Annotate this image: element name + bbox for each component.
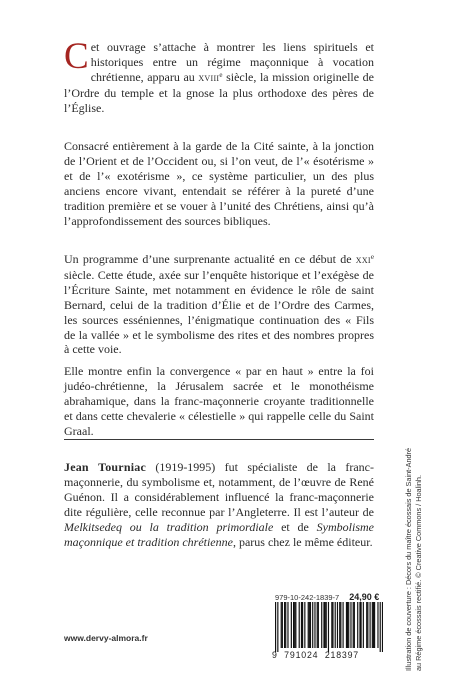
drop-cap: C [64,36,89,77]
fourth-paragraph: Elle montre enfin la convergence « par en haut » entre la foi judéo-chrétienne, la Jérusalem sacrée et le monothéisme abrahamique, dans la franc-maçonnerie croyante traditionnelle et dans cette chevalerie « célestielle » qui rappelle celle du Saint Graal. [64,364,374,438]
cover-credit-line-1: Illustration de couverture : Décors du maître écossais de Saint-André [404,447,413,671]
author-name: Jean Tourniac [64,460,146,474]
publisher-website: www.dervy-almora.fr [64,633,148,643]
barcode-number: 9 791024 218397 [272,650,359,660]
bio-text-c: , parus chez le même éditeur. [232,534,373,549]
intro-text-a: et ouvrage s’attache à montrer les liens spirituels et historiques entre un régime maçonnique à vocation chrétienne, apparu au [90,40,374,84]
section-divider [64,439,374,440]
third-paragraph [64,252,374,357]
intro-text-b: siècle, la mission originelle de l’Ordre du temple et la gnose la plus orthodoxe des pères de l’Église. [64,69,374,115]
century-superscript: e [219,70,223,79]
bio-text-b: et de [273,519,317,534]
century-numeral: xxi [355,254,371,266]
cover-credit-line-2: au Régime écossais rectifié. © Creative Commons / Hoalinh. [413,475,423,671]
bio-text-a: (1919-1995) fut spécialiste de la franc-maçonnerie, du symbolisme et, notamment, de l’œuvre de René Guénon. Il a considérablement influencé la franc-maçonnerie dite régulière, celle reconnue par l’Angleterre. Il est l’auteur de [64,460,374,519]
isbn: 979-10-242-1839-7 [275,593,340,602]
book-title-2: Symbolisme maçonnique et tradition chrétienne [64,519,374,549]
third-text-a: Un programme d’une surprenante actualité en ce début de [64,252,356,266]
price: 24,90 € [349,592,380,602]
isbn-price-line [275,592,390,602]
third-text-b: siècle. Cette étude, axée sur l’enquête historique et l’exégèse de l’Écriture Sainte, met notamment en évidence le rôle de saint Bernard, celui de la tradition d’Élie et de l’Ordre des Carmes, les sources esséniennes, l’énigmatique continuation des « Fils de la vallée » et le symbolisme des rites et des nombres propres à cette voie. [64,267,374,357]
century-superscript: e [370,253,374,261]
second-paragraph: Consacré entièrement à la garde de la Cité sainte, à la jonction de l’Orient et de l’Occident ou, si l’on veut, de l’« ésotérisme » et de l’« exotérisme », ce système particulier, un des plus anciens encore vivant, entendait se référer à la pureté d’une tradition première et se vouer à l’unité des Chrétiens, ainsi qu’à l’approfondissement des sources bibliques. [64,139,374,228]
barcode [275,602,383,652]
cover-credit [404,291,423,671]
intro-paragraph [64,36,374,116]
author-bio [64,460,374,549]
century-numeral: xviii [198,71,220,84]
book-title-1: Melkitsedeq ou la tradition primordiale [64,519,274,534]
